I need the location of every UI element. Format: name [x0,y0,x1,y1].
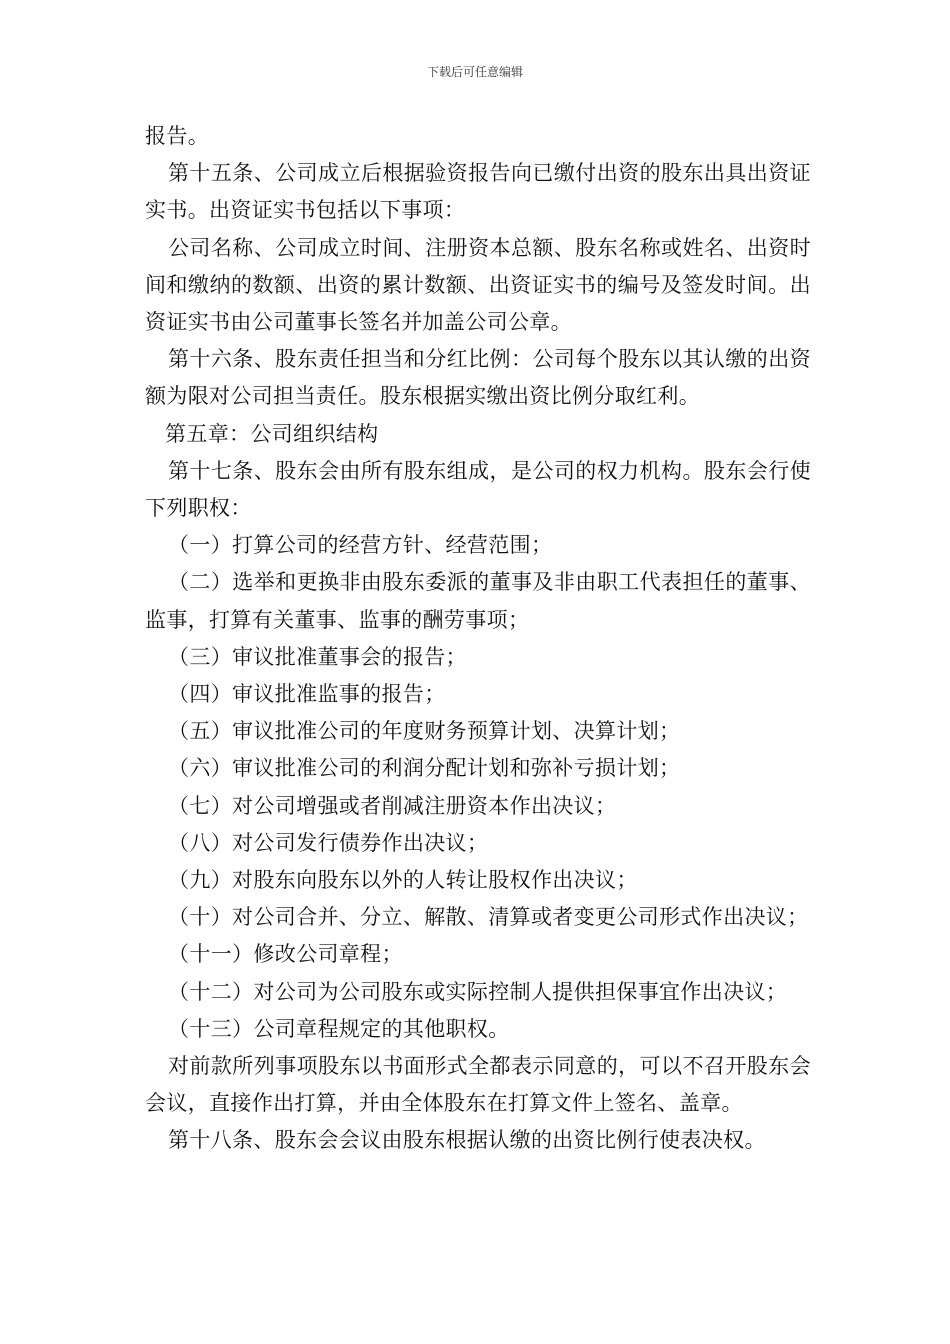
power-item-11: （十一）修改公司章程； [168,942,403,967]
power-item-8: （八）对公司发行债券作出决议； [168,830,489,855]
power-item-10: （十）对公司合并、分立、解散、清算或者变更公司形式作出决议； [168,905,809,930]
article-15: 第十五条、公司成立后根据验资报告向已缴付出资的股东出具出资证实书。出资证实书包括以下事项： [145,161,811,223]
power-item-5: （五）审议批准公司的年度财务预算计划、决算计划； [168,719,681,744]
article-18: 第十八条、股东会会议由股东根据认缴的出资比例行使表决权。 [168,1128,766,1153]
article-17: 第十七条、股东会由所有股东组成，是公司的权力机构。股东会行使下列职权： [145,458,811,521]
power-item-6: （六）审议批准公司的利润分配计划和弥补亏损计划； [168,756,681,781]
certificate-items: 公司名称、公司成立时间、注册资本总额、股东名称或姓名、出资时间和缴纳的数额、出资的累计数额、出资证实书的编号及签发时间。出资证实书由公司董事长签名并加盖公司公章。 [145,235,811,335]
chapter-heading: 第五章：公司组织结构 [165,421,379,446]
power-item-2: （二）选举和更换非由股东委派的董事及非由职工代表担任的董事、监事，打算有关董事、监事的酬劳事项； [145,570,811,632]
power-item-12: （十二）对公司为公司股东或实际控制人提供担保事宜作出决议； [168,979,788,1004]
page-header: 下载后可任意编辑 [426,65,523,79]
power-item-13: （十三）公司章程规定的其他职权。 [168,1016,510,1041]
written-consent-clause: 对前款所列事项股东以书面形式全都表示同意的，可以不召开股东会会议，直接作出打算，并由全体股东在打算文件上签名、盖章。 [145,1054,811,1116]
power-item-1: （一）打算公司的经营方针、经营范围； [168,533,553,558]
power-item-4: （四）审议批准监事的报告； [168,682,446,707]
document-body [145,118,811,1160]
power-item-3: （三）审议批准董事会的报告； [168,644,467,669]
power-item-9: （九）对股东向股东以外的人转让股权作出决议； [168,868,638,893]
paragraph-continuation: 报告。 [145,124,210,148]
article-16: 第十六条、股东责任担当和分红比例：公司每个股东以其认缴的出资额为限对公司担当责任。股东根据实缴出资比例分取红利。 [145,347,811,409]
power-item-7: （七）对公司增强或者削减注册资本作出决议； [168,793,617,818]
